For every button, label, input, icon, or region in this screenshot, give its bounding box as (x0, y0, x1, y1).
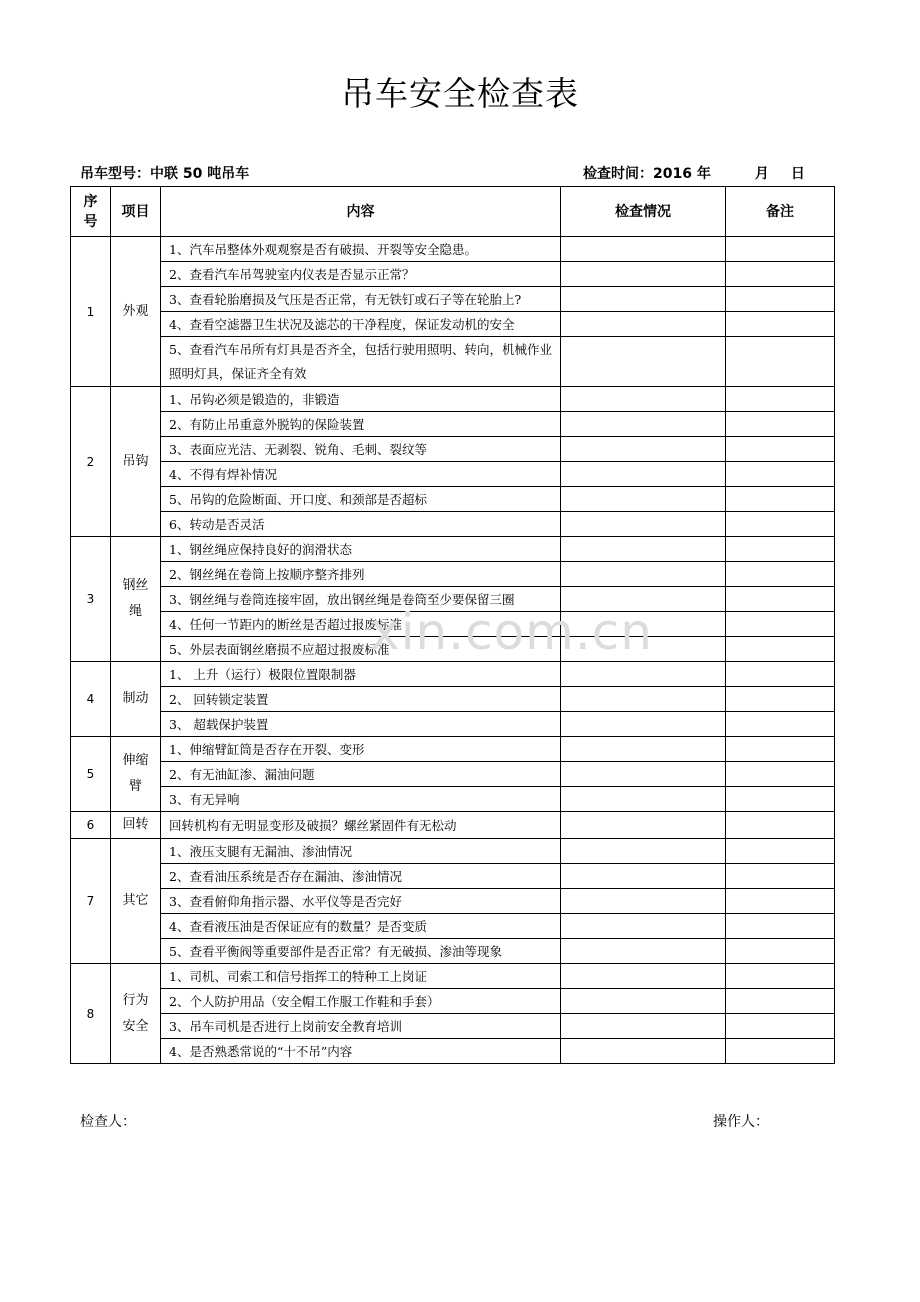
check-content: 3、查看俯仰角指示器、水平仪等是否完好 (161, 889, 561, 914)
status-cell[interactable] (561, 337, 726, 387)
remark-cell[interactable] (726, 537, 835, 562)
check-content: 4、查看空滤器卫生状况及滤芯的干净程度，保证发动机的安全 (161, 312, 561, 337)
table-row (71, 1039, 835, 1064)
check-content: 4、查看液压油是否保证应有的数量？是否变质 (161, 914, 561, 939)
status-cell[interactable] (561, 712, 726, 737)
check-content: 3、查看轮胎磨损及气压是否正常，有无铁钉或石子等在轮胎上? (161, 287, 561, 312)
header-content: 内容 (161, 187, 561, 237)
inspection-time (583, 163, 805, 183)
table-row (71, 712, 835, 737)
status-cell[interactable] (561, 762, 726, 787)
crane-model-label: 吊车型号：中联 50 吨吊车 (80, 166, 250, 182)
table-row (71, 687, 835, 712)
remark-cell[interactable] (726, 412, 835, 437)
table-row (71, 587, 835, 612)
remark-cell[interactable] (726, 787, 835, 812)
status-cell[interactable] (561, 662, 726, 687)
check-content: 4、任何一节距内的断丝是否超过报废标准 (161, 612, 561, 637)
check-content: 3、表面应光洁、无剥裂、锐角、毛刺、裂纹等 (161, 437, 561, 462)
table-row (71, 312, 835, 337)
status-cell[interactable] (561, 787, 726, 812)
inspection-table (70, 186, 835, 1064)
remark-cell[interactable] (726, 462, 835, 487)
check-content: 2、 回转锁定装置 (161, 687, 561, 712)
status-cell[interactable] (561, 412, 726, 437)
section-item-label: 外观 (122, 303, 149, 319)
operator-label: 操作人： (713, 1114, 769, 1130)
section-item (111, 537, 161, 662)
remark-cell[interactable] (726, 812, 835, 839)
section-item-label: 制动 (122, 691, 149, 706)
check-content: 3、钢丝绳与卷筒连接牢固，放出钢丝绳是卷筒至少要保留三圈 (161, 587, 561, 612)
remark-cell[interactable] (726, 587, 835, 612)
status-cell[interactable] (561, 587, 726, 612)
section-number: 1 (71, 237, 111, 387)
check-content: 3、有无异响 (161, 787, 561, 812)
remark-cell[interactable] (726, 312, 835, 337)
status-cell[interactable] (561, 312, 726, 337)
status-cell[interactable] (561, 864, 726, 889)
remark-cell[interactable] (726, 839, 835, 864)
header-item: 项目 (111, 187, 161, 237)
check-content: 2、有防止吊重意外脱钩的保险装置 (161, 412, 561, 437)
table-row (71, 562, 835, 587)
table-row (71, 662, 835, 687)
check-content: 1、伸缩臂缸筒是否存在开裂、变形 (161, 737, 561, 762)
table-row (71, 914, 835, 939)
table-body (71, 237, 835, 1064)
check-content: 1、汽车吊整体外观观察是否有破损、开裂等安全隐患。 (161, 237, 561, 262)
check-content: 3、吊车司机是否进行上岗前安全教育培训 (161, 1014, 561, 1039)
table-row (71, 287, 835, 312)
check-content: 1、司机、司索工和信号指挥工的特种工上岗证 (161, 964, 561, 989)
remark-cell[interactable] (726, 889, 835, 914)
header-status: 检查情况 (561, 187, 726, 237)
header-num: 序号 (71, 187, 111, 237)
section-number: 5 (71, 737, 111, 812)
check-content: 3、 超载保护装置 (161, 712, 561, 737)
check-content: 2、钢丝绳在卷筒上按顺序整齐排列 (161, 562, 561, 587)
section-item-label: 行为安全 (122, 992, 149, 1034)
remark-cell[interactable] (726, 487, 835, 512)
status-cell[interactable] (561, 287, 726, 312)
section-number: 3 (71, 537, 111, 662)
check-content: 1、吊钩必须是锻造的，非锻造 (161, 387, 561, 412)
status-cell[interactable] (561, 612, 726, 637)
remark-cell[interactable] (726, 562, 835, 587)
table-row (71, 964, 835, 989)
table-header-row (71, 187, 835, 237)
section-item-label: 伸缩臂 (122, 753, 149, 794)
table-row (71, 337, 835, 387)
table-row (71, 537, 835, 562)
section-item (111, 964, 161, 1064)
remark-cell[interactable] (726, 712, 835, 737)
remark-cell[interactable] (726, 687, 835, 712)
status-cell[interactable] (561, 687, 726, 712)
check-content: 2、个人防护用品（安全帽工作服工作鞋和手套） (161, 989, 561, 1014)
section-item-label: 钢丝绳 (122, 578, 149, 619)
check-content: 1、钢丝绳应保持良好的润滑状态 (161, 537, 561, 562)
section-number: 8 (71, 964, 111, 1064)
table-row (71, 462, 835, 487)
status-cell[interactable] (561, 487, 726, 512)
section-item (111, 839, 161, 964)
status-cell[interactable] (561, 237, 726, 262)
status-cell[interactable] (561, 437, 726, 462)
status-cell[interactable] (561, 839, 726, 864)
check-content: 6、转动是否灵活 (161, 512, 561, 537)
section-number: 6 (71, 812, 111, 839)
status-cell[interactable] (561, 989, 726, 1014)
remark-cell[interactable] (726, 637, 835, 662)
remark-cell[interactable] (726, 989, 835, 1014)
month-label: 月 (754, 166, 769, 182)
watermark: xin.com.cn (370, 603, 653, 661)
table-row (71, 237, 835, 262)
table-row (71, 637, 835, 662)
remark-cell[interactable] (726, 437, 835, 462)
table-row (71, 812, 835, 839)
status-cell[interactable] (561, 939, 726, 964)
section-number: 2 (71, 387, 111, 537)
remark-cell[interactable] (726, 914, 835, 939)
check-content: 2、有无油缸渗、漏油问题 (161, 762, 561, 787)
check-content: 2、查看油压系统是否存在漏油、渗油情况 (161, 864, 561, 889)
remark-cell[interactable] (726, 762, 835, 787)
section-item (111, 387, 161, 537)
remark-cell[interactable] (726, 964, 835, 989)
section-number: 7 (71, 839, 111, 964)
remark-cell[interactable] (726, 287, 835, 312)
check-content: 4、是否熟悉常说的“十不吊”内容 (161, 1039, 561, 1064)
inspector-label: 检查人： (80, 1114, 136, 1130)
table-row (71, 412, 835, 437)
remark-cell[interactable] (726, 864, 835, 889)
status-cell[interactable] (561, 1039, 726, 1064)
table-row (71, 939, 835, 964)
check-content: 1、液压支腿有无漏油、渗油情况 (161, 839, 561, 864)
remark-cell[interactable] (726, 939, 835, 964)
check-content: 1、 上升（运行）极限位置限制器 (161, 662, 561, 687)
table-row (71, 487, 835, 512)
status-cell[interactable] (561, 462, 726, 487)
check-content: 4、不得有焊补情况 (161, 462, 561, 487)
section-item-label: 吊钩 (122, 453, 149, 469)
page-title: 吊车安全检查表 (341, 74, 579, 113)
remark-cell[interactable] (726, 237, 835, 262)
section-item-label: 回转 (122, 817, 149, 832)
table-row (71, 737, 835, 762)
header-remark: 备注 (726, 187, 835, 237)
day-label: 日 (790, 166, 805, 182)
section-item (111, 237, 161, 387)
remark-cell[interactable] (726, 262, 835, 287)
status-cell[interactable] (561, 737, 726, 762)
table-row (71, 437, 835, 462)
table-row (71, 864, 835, 889)
remark-cell[interactable] (726, 387, 835, 412)
status-cell[interactable] (561, 889, 726, 914)
table-row (71, 787, 835, 812)
table-row (71, 889, 835, 914)
check-content: 5、外层表面钢丝磨损不应超过报废标准 (161, 637, 561, 662)
status-cell[interactable] (561, 262, 726, 287)
remark-cell[interactable] (726, 337, 835, 387)
status-cell[interactable] (561, 964, 726, 989)
section-item (111, 662, 161, 737)
section-number: 4 (71, 662, 111, 737)
table-row (71, 262, 835, 287)
status-cell[interactable] (561, 512, 726, 537)
section-item (111, 737, 161, 812)
remark-cell[interactable] (726, 1014, 835, 1039)
inspection-year-label: 检查时间：2016 年 (583, 166, 711, 182)
table-row (71, 762, 835, 787)
status-cell[interactable] (561, 537, 726, 562)
check-content: 5、查看平衡阀等重要部件是否正常？有无破损、渗油等现象 (161, 939, 561, 964)
section-item (111, 812, 161, 839)
status-cell[interactable] (561, 637, 726, 662)
table-row (71, 989, 835, 1014)
table-row (71, 839, 835, 864)
status-cell[interactable] (561, 1014, 726, 1039)
remark-cell[interactable] (726, 512, 835, 537)
check-content: 5、吊钩的危险断面、开口度、和颈部是否超标 (161, 487, 561, 512)
status-cell[interactable] (561, 387, 726, 412)
check-content: 2、查看汽车吊驾驶室内仪表是否显示正常？ (161, 262, 561, 287)
table-row (71, 1014, 835, 1039)
status-cell[interactable] (561, 914, 726, 939)
remark-cell[interactable] (726, 737, 835, 762)
status-cell[interactable] (561, 812, 726, 839)
table-row (71, 387, 835, 412)
remark-cell[interactable] (726, 1039, 835, 1064)
table-row (71, 512, 835, 537)
remark-cell[interactable] (726, 612, 835, 637)
check-content: 回转机构有无明显变形及破损？螺丝紧固件有无松动 (161, 812, 561, 839)
remark-cell[interactable] (726, 662, 835, 687)
table-row (71, 612, 835, 637)
check-content: 5、查看汽车吊所有灯具是否齐全，包括行驶用照明、转向，机械作业照明灯具，保证齐全有效 (161, 337, 561, 387)
section-item-label: 其它 (122, 893, 149, 908)
status-cell[interactable] (561, 562, 726, 587)
